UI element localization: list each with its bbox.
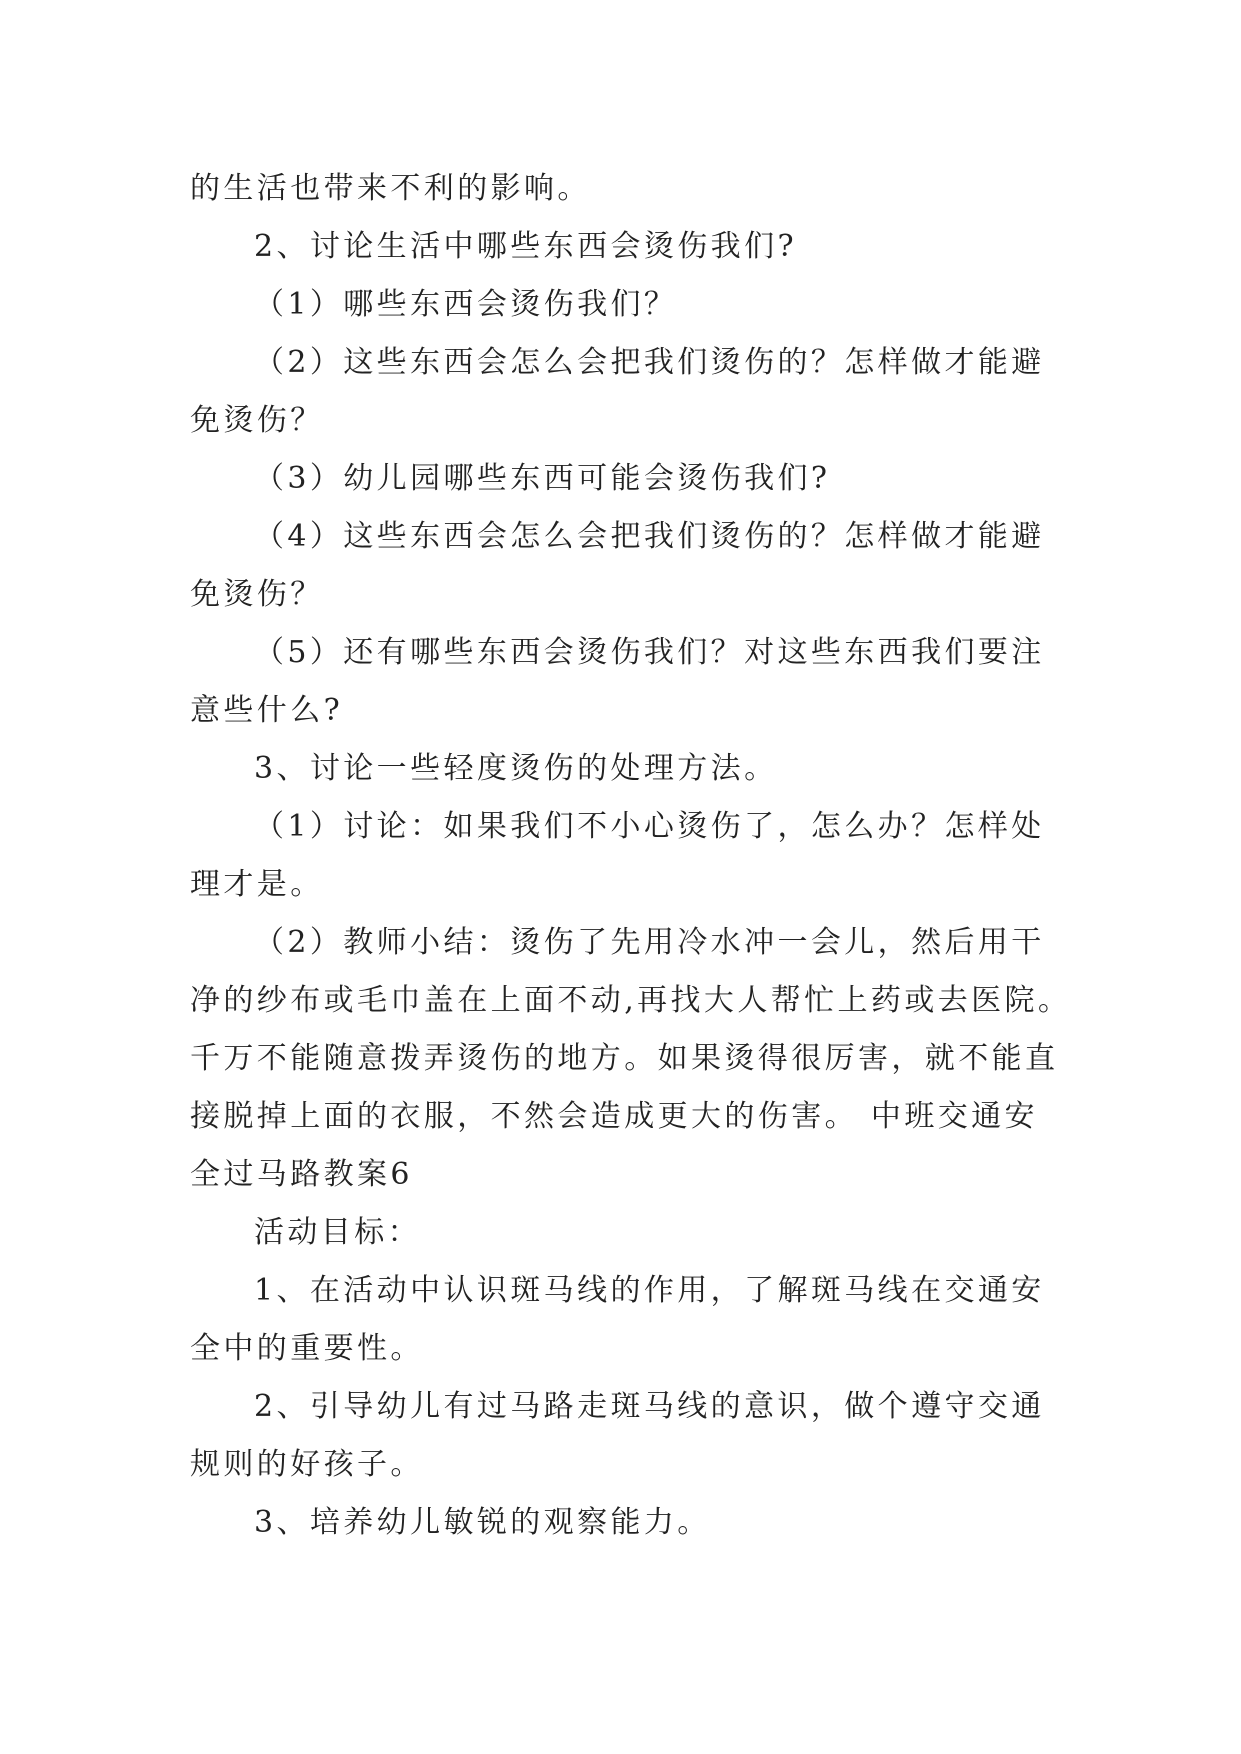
- text-line: 全过马路教案6: [190, 1157, 413, 1192]
- text-line: （2）这些东西会怎么会把我们烫伤的？怎样做才能避: [254, 345, 1045, 380]
- text-line: 3、讨论一些轻度烫伤的处理方法。: [254, 751, 778, 786]
- text-line: 意些什么?: [190, 693, 344, 728]
- text-line: 净的纱布或毛巾盖在上面不动,再找大人帮忙上药或去医院。: [190, 983, 1072, 1018]
- text-line: 全中的重要性。: [190, 1331, 424, 1366]
- text-line: 理才是。: [190, 867, 324, 902]
- text-line: 2、引导幼儿有过马路走斑马线的意识，做个遵守交通: [254, 1389, 1045, 1424]
- text-line: （1）哪些东西会烫伤我们？: [254, 287, 678, 322]
- text-line: （5）还有哪些东西会烫伤我们？对这些东西我们要注: [254, 635, 1045, 670]
- text-line: 2、讨论生活中哪些东西会烫伤我们?: [254, 229, 797, 264]
- text-line: 3、培养幼儿敏锐的观察能力。: [254, 1505, 711, 1540]
- text-line: 规则的好孩子。: [190, 1447, 424, 1482]
- text-line: 活动目标：: [254, 1215, 421, 1250]
- text-line: 免烫伤？: [190, 577, 324, 612]
- text-line: （3）幼儿园哪些东西可能会烫伤我们?: [254, 461, 831, 496]
- text-line: 1、在活动中认识斑马线的作用，了解斑马线在交通安: [254, 1273, 1045, 1308]
- document-body: [190, 160, 1072, 1552]
- text-line: （4）这些东西会怎么会把我们烫伤的？怎样做才能避: [254, 519, 1045, 554]
- text-line: （2）教师小结：烫伤了先用冷水冲一会儿，然后用干: [254, 925, 1045, 960]
- text-line: 的生活也带来不利的影响。: [190, 171, 591, 206]
- text-line: 免烫伤？: [190, 403, 324, 438]
- text-line: 接脱掉上面的衣服，不然会造成更大的伤害。 中班交通安: [190, 1099, 1038, 1134]
- text-line: 千万不能随意拨弄烫伤的地方。如果烫得很厉害，就不能直: [190, 1041, 1059, 1076]
- text-line: （1）讨论：如果我们不小心烫伤了，怎么办？怎样处: [254, 809, 1045, 844]
